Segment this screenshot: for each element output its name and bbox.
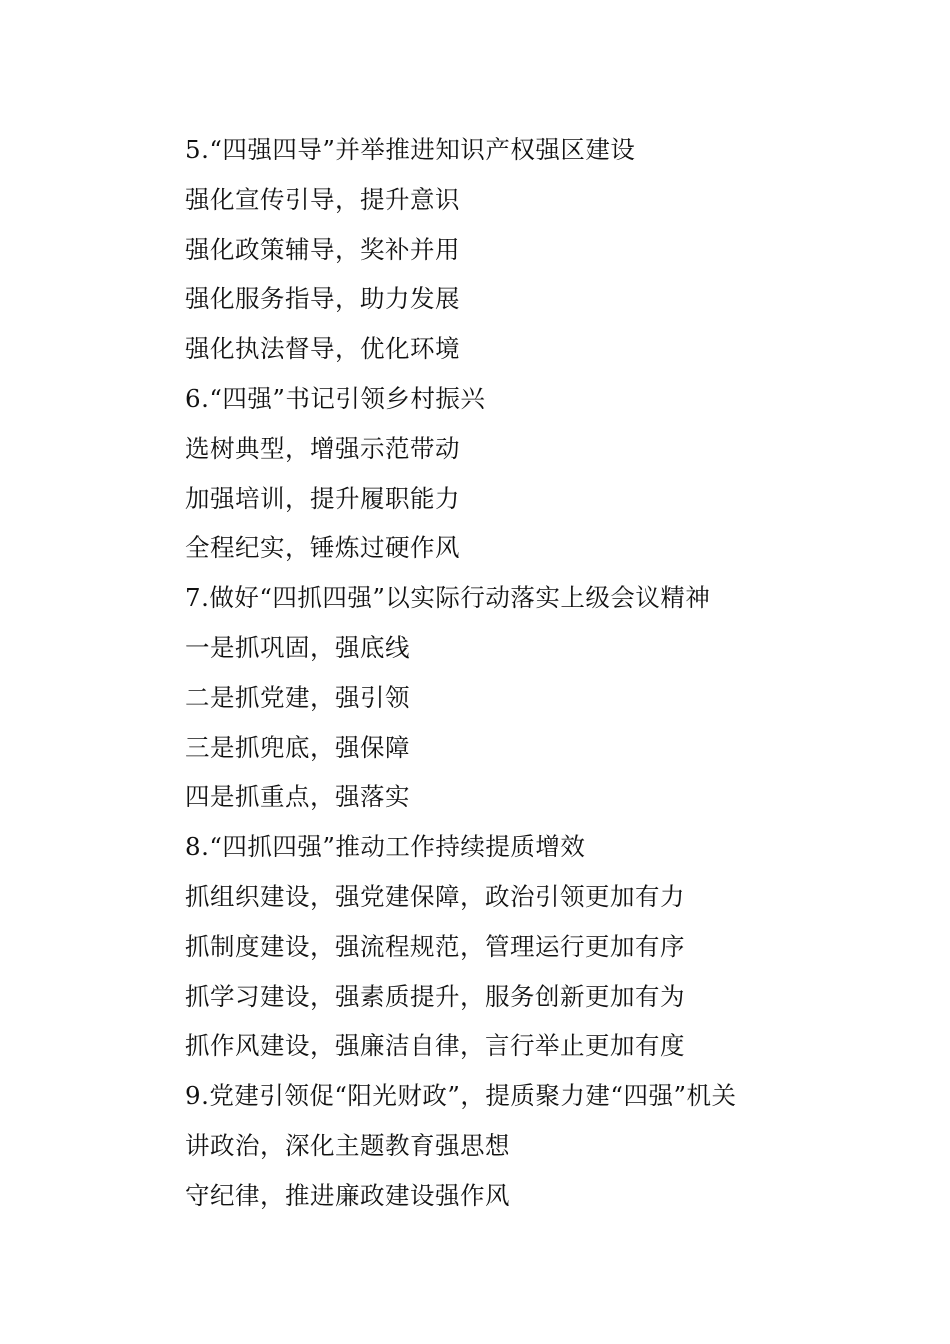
text-line: 抓制度建设，强流程规范，管理运行更加有序 xyxy=(185,931,685,961)
text-line: 全程纪实，锤炼过硬作风 xyxy=(185,533,460,563)
text-line: 强化政策辅导，奖补并用 xyxy=(185,234,460,264)
document-body xyxy=(185,125,905,1221)
text-line: 二是抓党建，强引领 xyxy=(185,682,410,712)
text-line: 强化服务指导，助力发展 xyxy=(185,284,460,314)
text-line: 守纪律，推进廉政建设强作风 xyxy=(185,1180,510,1210)
text-line: 抓组织建设，强党建保障，政治引领更加有力 xyxy=(185,881,685,911)
heading-8: 8.“四抓四强”推动工作持续提质增效 xyxy=(185,832,586,862)
text-line: 讲政治，深化主题教育强思想 xyxy=(185,1130,510,1160)
text-line: 强化宣传引导，提升意识 xyxy=(185,184,460,214)
text-line: 一是抓巩固，强底线 xyxy=(185,632,410,662)
text-line: 抓作风建设，强廉洁自律，言行举止更加有度 xyxy=(185,1031,685,1061)
heading-7: 7.做好“四抓四强”以实际行动落实上级会议精神 xyxy=(185,583,711,613)
text-line: 选树典型，增强示范带动 xyxy=(185,433,460,463)
text-line: 加强培训，提升履职能力 xyxy=(185,483,460,513)
heading-9: 9.党建引领促“阳光财政”，提质聚力建“四强”机关 xyxy=(185,1081,737,1111)
heading-6: 6.“四强”书记引领乡村振兴 xyxy=(185,383,486,413)
text-line: 抓学习建设，强素质提升，服务创新更加有为 xyxy=(185,981,685,1011)
text-line: 强化执法督导，优化环境 xyxy=(185,334,460,364)
text-line: 三是抓兜底，强保障 xyxy=(185,732,410,762)
heading-5: 5.“四强四导”并举推进知识产权强区建设 xyxy=(185,135,636,164)
text-line: 四是抓重点，强落实 xyxy=(185,782,410,812)
